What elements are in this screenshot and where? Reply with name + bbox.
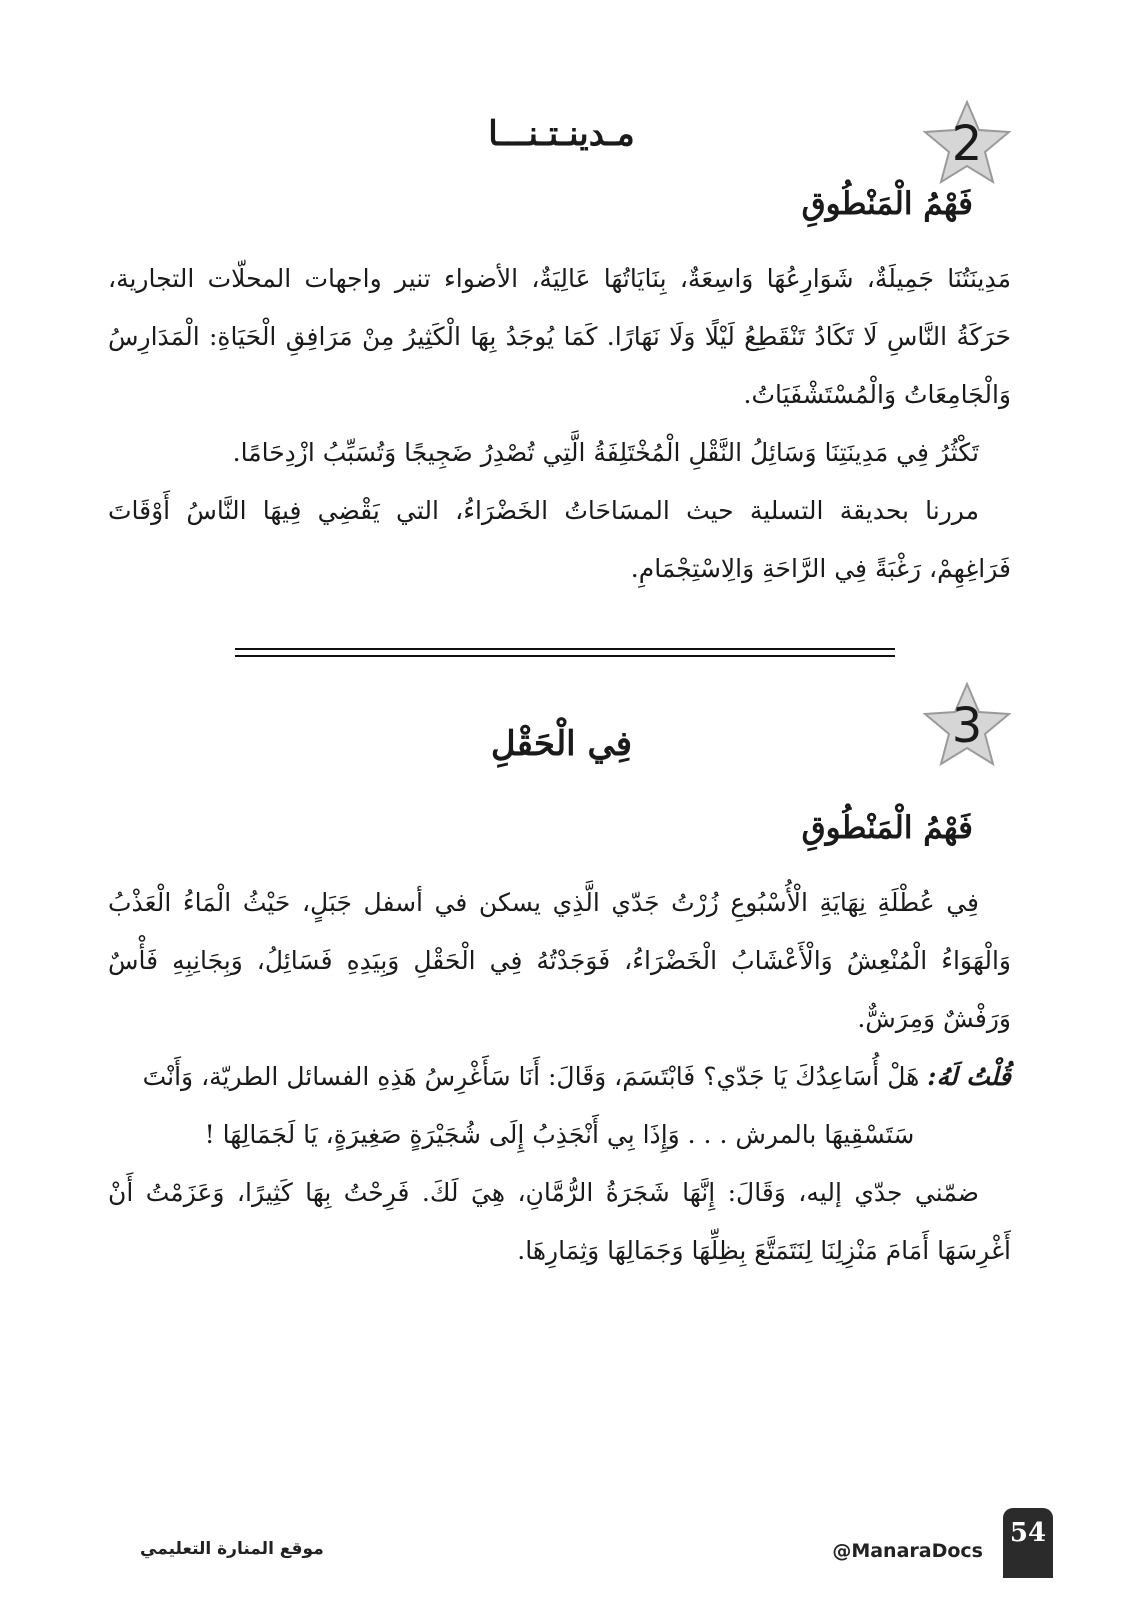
dialogue-lead: قُلْتُ لَهُ:: [927, 1062, 1011, 1091]
lesson-number: 2: [951, 116, 983, 172]
dialogue-text: هَلْ أُسَاعِدُكَ يَا جَدّي؟ فَابْتَسَمَ، وَقَالَ: أَنَا سَأَغْرِسُ هَذِهِ الفسائل الطريّة، وَأَنْتَ: [142, 1062, 920, 1091]
footer-site-name: موقع المنارة التعليمي: [140, 1539, 324, 1559]
paragraph: تَكْثُرُ فِي مَدِينَتِنَا وَسَائِلُ النَّقْلِ الْمُخْتَلِفَةُ الَّتِي تُصْدِرُ ضَجِيجًا وَتُسَبِّبُ ازْدِحَامًا.: [232, 438, 979, 467]
paragraph: ضمّني جدّي إليه، وَقَالَ: إِنَّهَا شَجَرَةُ الرُّمَّانِ، هِيَ لَكَ. فَرِحْتُ بِهَا كَثِيرًا، وَعَزَمْتُ أَنْ أَغْرِسَهَا أَمَامَ مَنْزِلِنَا لِنَتَمَتَّعَ بِظِلِّهَا وَجَمَالِهَا وَثِمَارِهَا.: [108, 1178, 1011, 1265]
paragraph: مررنا بحديقة التسلية حيث المسَاحَاتُ الخَضْرَاءُ، التي يَقْضِي فِيهَا النَّاسُ أَوْقَاتَ فَرَاغِهِمْ، رَغْبَةً فِي الرَّاحَةِ وَالِاسْتِجْمَامِ.: [108, 496, 1011, 583]
footer-handle: @ManaraDocs: [832, 1540, 983, 1562]
dialogue: [108, 1048, 1011, 1106]
section-heading: فَهْمُ الْمَنْطُوقِ: [801, 186, 973, 222]
dialogue-continued: سَتَسْقِيهَا بالمرش . . . وَإِذَا بِي أَنْجَذِبُ إِلَى شُجَيْرَةٍ صَغِيرَةٍ، يَا لَجَمَالِهَا !: [204, 1120, 915, 1149]
lesson-title: مـدينـتـنـــا: [488, 114, 635, 154]
lesson-number: 3: [951, 698, 983, 754]
paragraph: مَدِينَتُنَا جَمِيلَةٌ، شَوَارِعُهَا وَاسِعَةٌ، بِنَايَاتُهَا عَالِيَةٌ، الأضواء تنير واجهات المحلّات التجارية، حَرَكَةُ النَّاسِ لَا تَكَادُ تَنْقَطِعُ لَيْلًا وَلَا نَهَارًا. كَمَا يُوجَدُ بِهَا الْكَثِيرُ مِنْ مَرَافِقِ الْحَيَاةِ: الْمَدَارِسُ وَالْجَامِعَاتُ وَالْمُسْتَشْفَيَاتُ.: [108, 264, 1011, 409]
section-divider: [235, 648, 895, 657]
lesson-3-text: [108, 874, 1011, 1280]
lesson-2-text: [108, 250, 1011, 598]
paragraph: فِي عُطْلَةِ نِهَايَةِ الْأُسْبُوعِ زُرْتُ جَدّي الَّذِي يسكن في أسفل جَبَلٍ، حَيْثُ الْمَاءُ الْعَذْبُ وَالْهَوَاءُ الْمُنْعِشُ وَالْأَعْشَابُ الْخَضْرَاءُ، فَوَجَدْتُهُ فِي الْحَقْلِ وَبِيَدِهِ فَسَائِلُ، وَبِجَانِبِهِ فَأْسٌ وَرَفْشٌ وَمِرَشٌّ.: [108, 888, 1011, 1033]
section-heading: فَهْمُ الْمَنْطُوقِ: [801, 810, 973, 846]
lesson-3-header: [0, 680, 1123, 790]
page-number: 54: [1003, 1508, 1053, 1578]
lesson-title: فِي الْحَقْلِ: [490, 724, 633, 764]
